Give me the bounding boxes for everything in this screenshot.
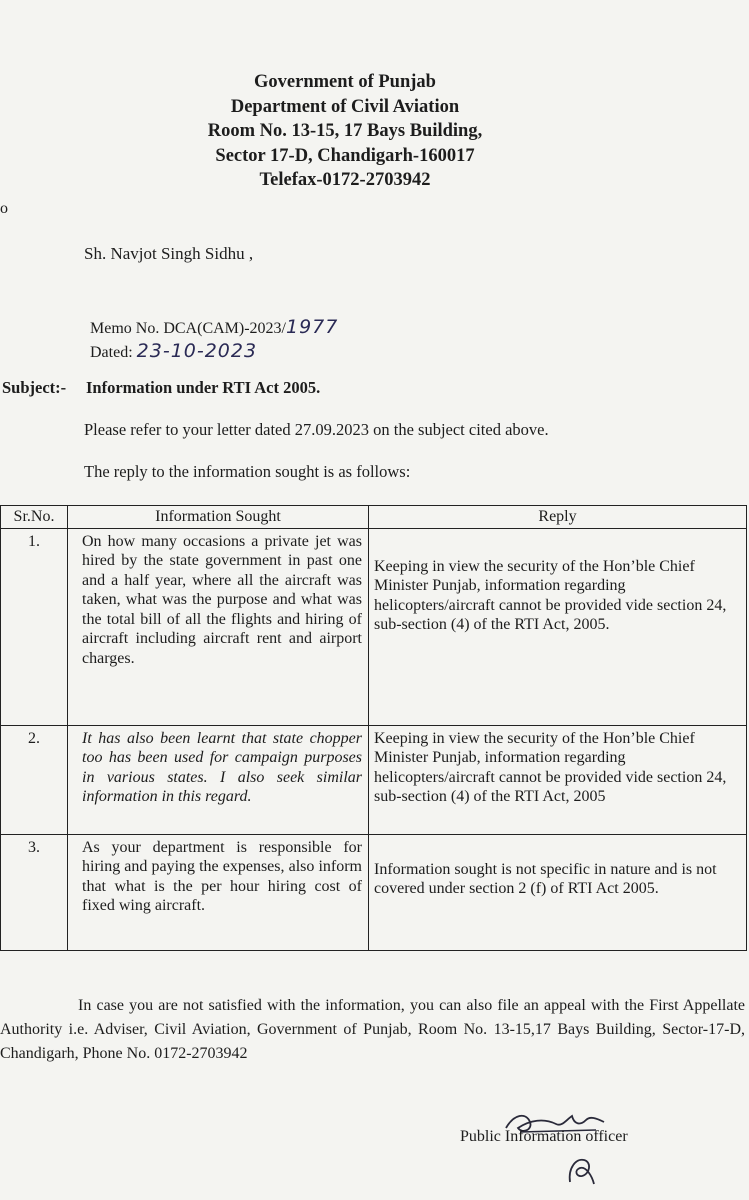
memo-block [90,316,338,364]
reply-text: Keeping in view the security of the Hon’ble Chief Minister Punjab, information regarding helicopters/aircraft cannot be provided vide section 24, sub-section (4) of the RTI Act, 2005. [374,557,727,633]
table-row [1,725,747,834]
column-header-sr-no: Sr.No. [1,506,68,529]
initials-mark [562,1150,602,1190]
letterhead-telefax: Telefax-0172-2703942 [259,170,431,190]
letterhead [110,70,580,193]
rti-reply-table [0,505,747,951]
subject-label: Subject:- [2,378,67,397]
sr-no-cell: 3. [1,834,68,950]
subject-line [2,378,320,398]
memo-dated-label: Dated: [90,344,133,361]
reference-paragraph: Please refer to your letter dated 27.09.2023 on the subject cited above. [84,420,549,439]
appeal-text: In case you are not satisfied with the information, you can also file an appeal with the First Appellate Authority i.e. Adviser, Civil Aviation, Government of Punjab, Room No. 13-15,17 Bays Building, Sector-17-D, Chandigarh, Phone No. 0172-2703942 [0,997,745,1062]
column-header-information-sought: Information Sought [68,506,369,529]
information-sought-cell: On how many occasions a private jet was hired by the state government in past one and a half year, where all the aircraft was taken, what was the purpose and what was the total bill of all the flights and hiring of aircraft including aircraft rent and airport charges. [68,528,369,725]
reply-cell [369,528,747,725]
letterhead-sector: Sector 17-D, Chandigarh-160017 [215,145,475,166]
information-sought-cell: As your department is responsible for hiring and paying the expenses, also inform that what is the per hour hiring cost of fixed wing aircraft. [68,834,369,950]
cropped-to-label: o [0,200,8,217]
memo-number-handwritten: 1977 [286,316,339,338]
memo-number-line [90,316,338,340]
reply-text: Keeping in view the security of the Hon’ble Chief Minister Punjab, information regarding helicopters/aircraft cannot be provided vide section 24, sub-section (4) of the RTI Act, 2005 [374,729,727,805]
table-row [1,834,747,950]
memo-date-line [90,340,338,364]
information-sought-cell: It has also been learnt that state chopper too has been used for campaign purposes in various states. I also seek similar information in this regard. [68,725,369,834]
letterhead-department: Department of Civil Aviation [230,96,460,117]
subject-text: Information under RTI Act 2005. [86,378,321,397]
table-row [1,528,747,725]
addressee-name: Sh. Navjot Singh Sidhu , [84,244,254,263]
sr-no-cell: 1. [1,528,68,725]
reply-cell [369,725,747,834]
letterhead-room: Room No. 13-15, 17 Bays Building, [207,121,483,141]
column-header-reply: Reply [369,506,747,529]
table-header-row [1,506,747,529]
memo-date-handwritten: 23-10-2023 [136,340,258,362]
appeal-paragraph [0,994,745,1066]
reply-cell [369,834,747,950]
reply-intro-paragraph: The reply to the information sought is as follows: [84,462,411,481]
letterhead-government: Government of Punjab [254,72,436,92]
officer-designation: Public Information officer [460,1128,628,1145]
reply-text: Information sought is not specific in nature and is not covered under section 2 (f) of RTI Act 2005. [374,860,717,897]
memo-number-label: Memo No. DCA(CAM)-2023/ [90,320,286,337]
sr-no-cell: 2. [1,725,68,834]
